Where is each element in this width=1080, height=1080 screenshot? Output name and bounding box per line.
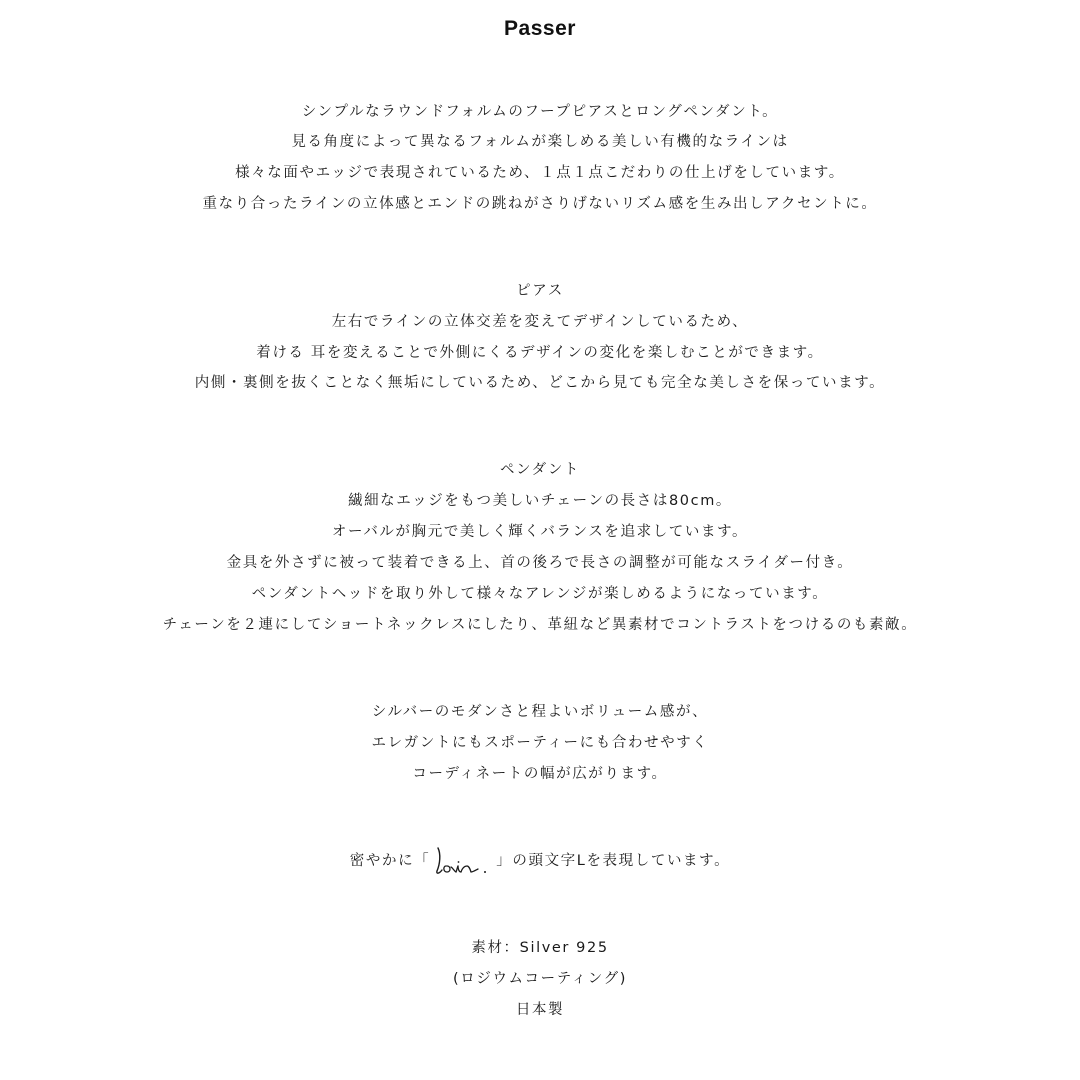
silver-line-3: コーディネートの幅が広がります。 bbox=[412, 766, 668, 782]
logo-statement bbox=[0, 844, 1080, 878]
pendant-heading: ペンダント bbox=[499, 462, 581, 478]
pierce-heading: ピアス bbox=[516, 283, 564, 299]
pendant-line-2: オーバルが胸元で美しく輝くバランスを追求しています。 bbox=[331, 524, 749, 540]
intro-line-2: 見る角度によって異なるフォルムが楽しめる美しい有機的なラインは bbox=[291, 134, 789, 150]
pierce-line-2: 着ける 耳を変えることで外側にくるデザインの変化を楽しむことができます。 bbox=[256, 345, 824, 361]
spec-origin: 日本製 bbox=[515, 1002, 565, 1018]
intro-line-1: シンプルなラウンドフォルムのフープピアスとロングペンダント。 bbox=[301, 104, 779, 120]
pendant-line-3: 金具を外さずに被って装着できる上、首の後ろで長さの調整が可能なスライダー付き。 bbox=[226, 555, 854, 571]
intro-line-4: 重なり合ったラインの立体感とエンドの跳ねがさりげないリズム感を生み出しアクセントに。 bbox=[202, 196, 878, 212]
pendant-line-1: 繊細なエッジをもつ美しいチェーンの長さは80cm。 bbox=[347, 493, 733, 509]
intro-line-3: 様々な面やエッジで表現されているため、１点１点こだわりの仕上げをしています。 bbox=[235, 165, 845, 181]
pierce-line-1: 左右でラインの立体交差を変えてデザインしているため、 bbox=[331, 314, 749, 330]
pierce-line-3: 内側・裏側を抜くことなく無垢にしているため、どこから見ても完全な美しさを保っています。 bbox=[194, 375, 886, 391]
spec-coating: (ロジウムコーティング) bbox=[453, 971, 627, 987]
spec-material: 素材：Silver 925 bbox=[471, 940, 609, 956]
logo-statement-after: 」の頭文字Lを表現しています。 bbox=[496, 853, 731, 869]
pendant-line-5: チェーンを２連にしてショートネックレスにしたり、革紐など異素材でコントラストをつけるのも素敵。 bbox=[162, 617, 918, 633]
silver-line-2: エレガントにもスポーティーにも合わせやすく bbox=[371, 735, 709, 751]
loin-logo bbox=[432, 844, 494, 878]
silver-line-1: シルバーのモダンさと程よいボリューム感が、 bbox=[371, 704, 709, 720]
logo-statement-before: 密やかに「 bbox=[349, 853, 431, 869]
page-title: Passer bbox=[504, 17, 576, 40]
pendant-line-4: ペンダントヘッドを取り外して様々なアレンジが楽しめるようになっています。 bbox=[251, 586, 829, 602]
